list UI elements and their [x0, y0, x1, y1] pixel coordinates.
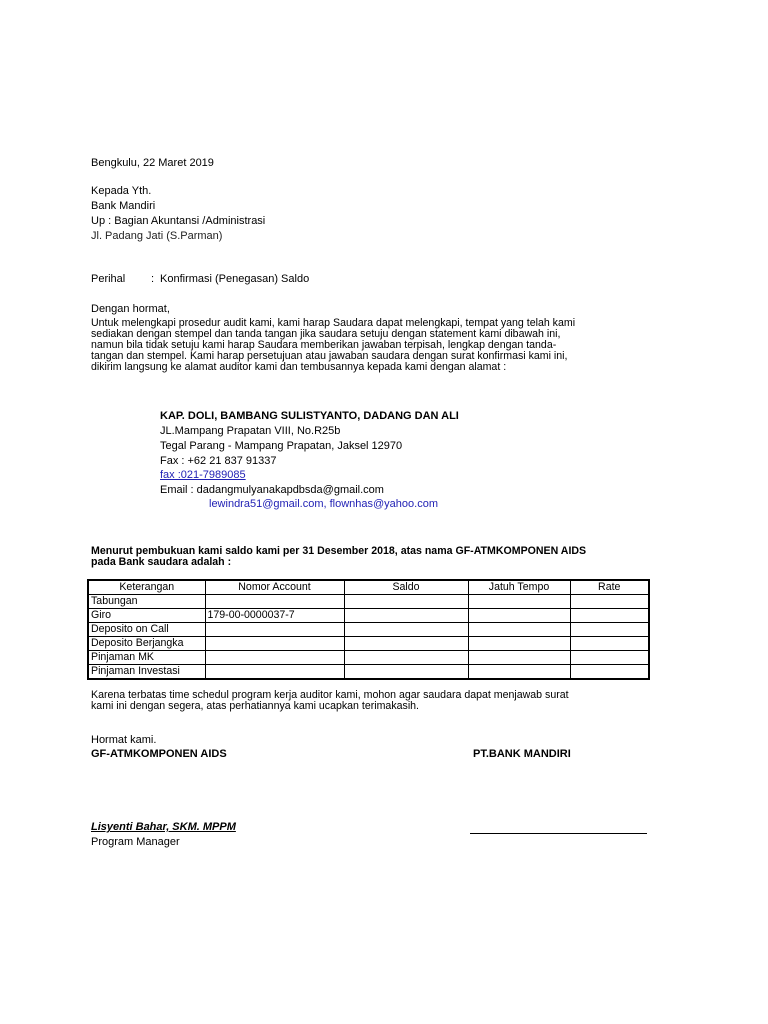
- place-date: Bengkulu, 22 Maret 2019: [91, 157, 214, 169]
- auditor-address-2: Tegal Parang - Mampang Prapatan, Jaksel 12970: [160, 440, 403, 452]
- table-cell: [468, 609, 570, 623]
- table-cell: [344, 637, 468, 651]
- table-cell: Pinjaman MK: [88, 651, 205, 665]
- table-cell: [570, 609, 649, 623]
- table-cell: [344, 623, 468, 637]
- table-header-row: [88, 580, 649, 595]
- table-cell: 179-00-0000037-7: [205, 609, 344, 623]
- auditor-email: Email : dadangmulyanakapdbsda@gmail.com: [160, 484, 384, 496]
- column-header: Jatuh Tempo: [468, 580, 570, 595]
- closing-line: Karena terbatas time schedul program kerja auditor kami, mohon agar saudara dapat menjawab surat: [91, 689, 569, 701]
- regards: Hormat kami.: [91, 734, 157, 746]
- salutation: Dengan hormat,: [91, 303, 170, 315]
- table-cell: [570, 637, 649, 651]
- intro-line: tangan dan stempel. Kami harap persetujuan atau jawaban saudara dengan surat konfirmasi kami ini,: [91, 350, 568, 362]
- balance-statement-line: pada Bank saudara adalah :: [91, 556, 232, 568]
- auditor-fax-1: Fax : +62 21 837 91337: [160, 455, 277, 467]
- table-cell: [468, 595, 570, 609]
- column-header: Nomor Account: [205, 580, 344, 595]
- signatory-name: Lisyenti Bahar, SKM. MPPM: [91, 821, 236, 833]
- auditor-name: KAP. DOLI, BAMBANG SULISTYANTO, DADANG DAN ALI: [160, 410, 459, 422]
- table-cell: [205, 665, 344, 680]
- recipient-attention: Up : Bagian Akuntansi /Administrasi: [91, 215, 266, 227]
- subject-colon: :: [151, 273, 155, 285]
- table-row: [88, 609, 649, 623]
- intro-line: dikirim langsung ke alamat auditor kami dan tembusannya kepada kami dengan alamat :: [91, 361, 507, 373]
- recipient-name: Bank Mandiri: [91, 200, 156, 212]
- table-cell: [570, 665, 649, 680]
- column-header: Rate: [570, 580, 649, 595]
- auditor-fax-2-link[interactable]: fax :021-7989085: [160, 469, 246, 481]
- column-header: Keterangan: [88, 580, 205, 595]
- bank-signature-line: [470, 833, 647, 834]
- table-cell: Tabungan: [88, 595, 205, 609]
- subject-text: Konfirmasi (Penegasan) Saldo: [160, 273, 310, 285]
- table-cell: [570, 651, 649, 665]
- table-cell: [468, 623, 570, 637]
- intro-line: sediakan dengan stempel dan tanda tangan jika saudara setuju dengan statement kami dibawah ini,: [91, 328, 561, 340]
- table-cell: [468, 665, 570, 680]
- table-cell: [570, 595, 649, 609]
- signatory-title: Program Manager: [91, 836, 180, 848]
- table-cell: [344, 665, 468, 680]
- table-cell: [344, 651, 468, 665]
- table-cell: [344, 609, 468, 623]
- table-row: [88, 595, 649, 609]
- sender-org: GF-ATMKOMPONEN AIDS: [91, 748, 227, 760]
- auditor-address-1: JL.Mampang Prapatan VIII, No.R25b: [160, 425, 341, 437]
- closing-line: kami ini dengan segera, atas perhatiannya kami ucapkan terimakasih.: [91, 700, 420, 712]
- table-cell: [205, 595, 344, 609]
- subject-label: Perihal: [91, 273, 126, 285]
- table-row: [88, 665, 649, 680]
- bank-org: PT.BANK MANDIRI: [473, 748, 571, 760]
- table-row: [88, 637, 649, 651]
- auditor-email-2: lewindra51@gmail.com, flownhas@yahoo.com: [209, 498, 438, 510]
- table-cell: Deposito Berjangka: [88, 637, 205, 651]
- table-cell: [468, 637, 570, 651]
- table-row: [88, 623, 649, 637]
- table-cell: [570, 623, 649, 637]
- account-table: [87, 579, 650, 680]
- table-cell: Deposito on Call: [88, 623, 205, 637]
- table-cell: Giro: [88, 609, 205, 623]
- balance-statement-line: Menurut pembukuan kami saldo kami per 31 Desember 2018, atas nama GF-ATMKOMPONEN AIDS: [91, 545, 587, 557]
- table-cell: Pinjaman Investasi: [88, 665, 205, 680]
- table-cell: [205, 651, 344, 665]
- table-cell: [468, 651, 570, 665]
- table-row: [88, 651, 649, 665]
- intro-line: Untuk melengkapi prosedur audit kami, kami harap Saudara dapat melengkapi, tempat yang telah kami: [91, 317, 576, 329]
- recipient-address: Jl. Padang Jati (S.Parman): [91, 230, 223, 242]
- intro-line: namun bila tidak setuju kami harap Saudara memberikan jawaban terpisah, lengkap dengan tanda-: [91, 339, 557, 351]
- table-cell: [205, 637, 344, 651]
- recipient-greeting: Kepada Yth.: [91, 185, 152, 197]
- table-cell: [344, 595, 468, 609]
- table-cell: [205, 623, 344, 637]
- column-header: Saldo: [344, 580, 468, 595]
